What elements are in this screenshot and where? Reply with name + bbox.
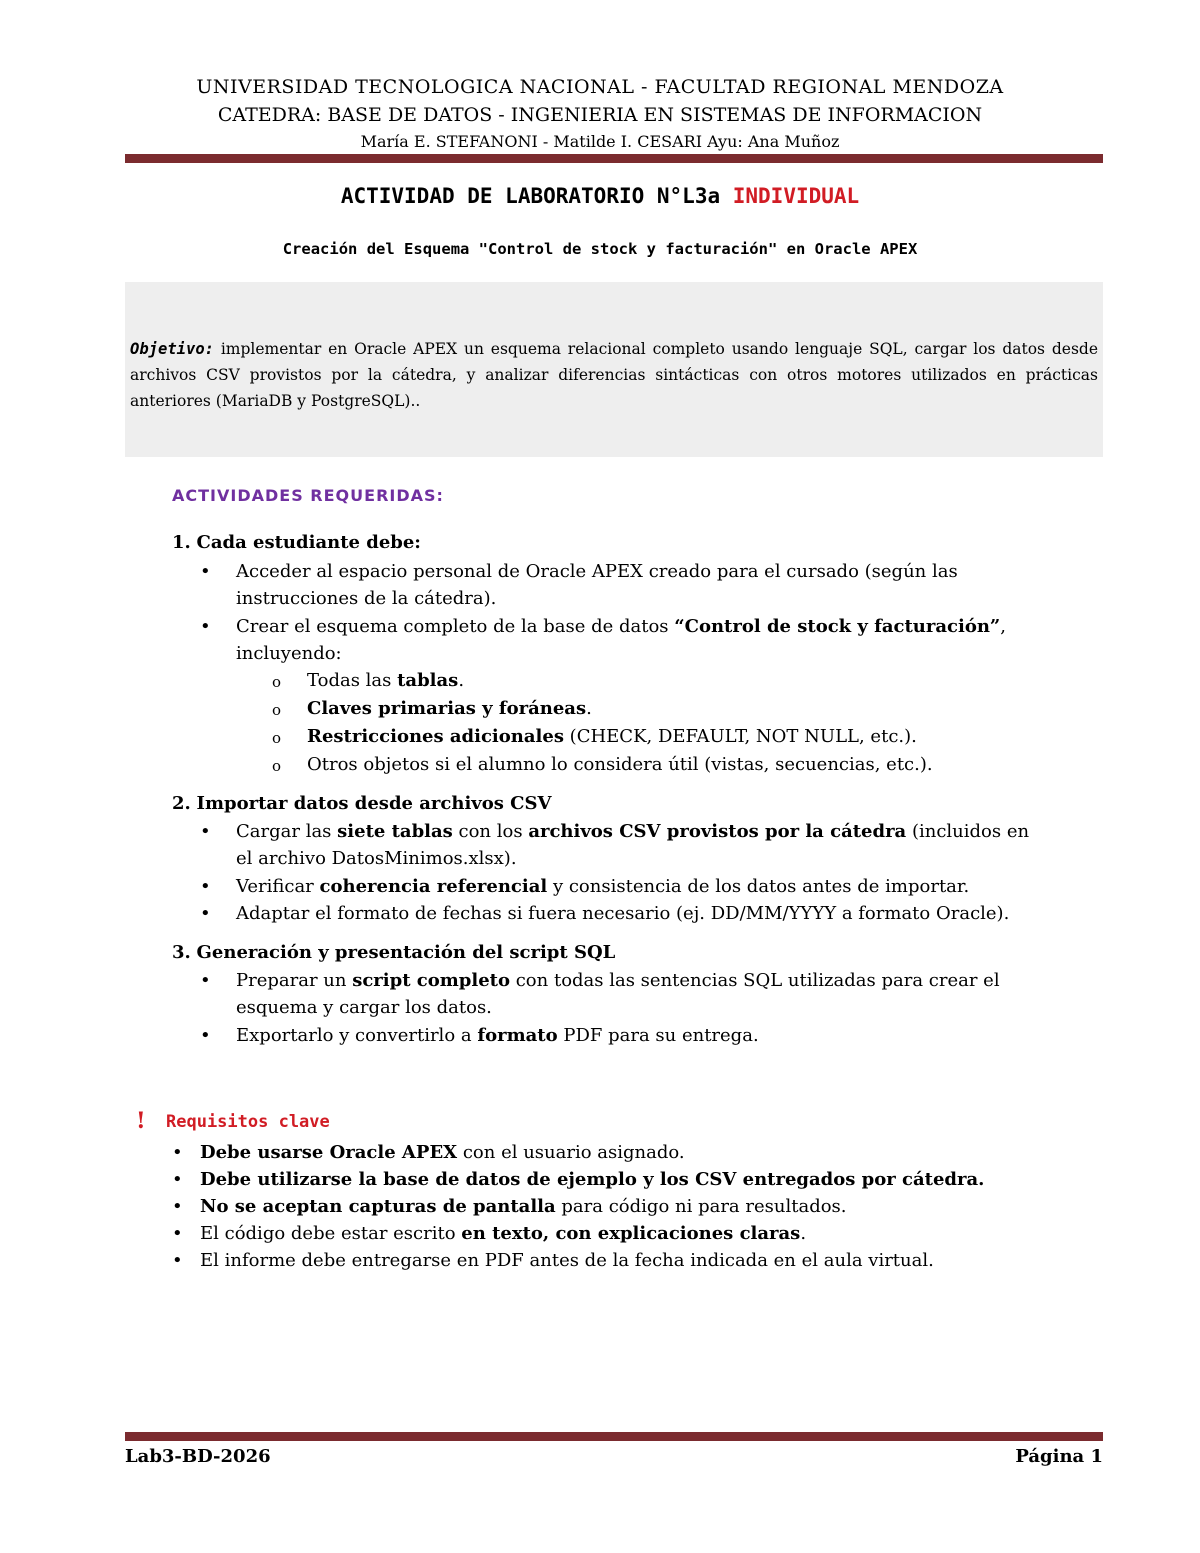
- page-subtitle: Creación del Esquema "Control de stock y facturación" en Oracle APEX: [282, 240, 918, 258]
- s2-bullet-1: Cargar las siete tablas con los archivos CSV provistos por la cátedra (incluidos en: [236, 821, 1030, 842]
- footer-left: Lab3-BD-2026: [125, 1446, 271, 1467]
- sub-bullet-icon: o: [272, 757, 282, 775]
- bullet-icon: •: [200, 970, 211, 991]
- footer-divider: [125, 1432, 1103, 1441]
- req-5: El informe debe entregarse en PDF antes de la fecha indicada en el aula virtual.: [200, 1250, 934, 1271]
- req-3: No se aceptan capturas de pantalla para código ni para resultados.: [200, 1196, 847, 1217]
- bullet-icon: •: [200, 903, 211, 924]
- s3-bullet-1-cont: esquema y cargar los datos.: [236, 997, 492, 1018]
- s3-bullet-1: Preparar un script completo con todas las sentencias SQL utilizadas para crear el: [236, 970, 1000, 991]
- s1-sub-4: Otros objetos si el alumno lo considera útil (vistas, secuencias, etc.).: [307, 754, 933, 775]
- section-2-heading: 2. Importar datos desde archivos CSV: [172, 793, 552, 814]
- s2-bullet-2: Verificar coherencia referencial y consistencia de los datos antes de importar.: [236, 876, 970, 897]
- bullet-icon: •: [200, 821, 211, 842]
- bullet-icon: •: [172, 1250, 183, 1271]
- activities-title: ACTIVIDADES REQUERIDAS:: [172, 486, 444, 505]
- header-professors: María E. STEFANONI - Matilde I. CESARI Ayu: Ana Muñoz: [360, 132, 840, 151]
- bullet-icon: •: [172, 1169, 183, 1190]
- s2-bullet-3: Adaptar el formato de fechas si fuera necesario (ej. DD/MM/YYYY a formato Oracle).: [236, 903, 1010, 924]
- section-1-heading: 1. Cada estudiante debe:: [172, 532, 421, 553]
- s1-bullet-1-cont: instrucciones de la cátedra).: [236, 588, 497, 609]
- exclamation-icon: !: [136, 1108, 146, 1134]
- s1-sub-1: Todas las tablas.: [307, 670, 465, 691]
- bullet-icon: •: [172, 1196, 183, 1217]
- sub-bullet-icon: o: [272, 701, 282, 719]
- s1-bullet-2: Crear el esquema completo de la base de datos “Control de stock y facturación”,: [236, 616, 1007, 637]
- objective-body: implementar en Oracle APEX un esquema relacional completo usando lenguaje SQL, cargar los datos desde archivos CSV provistos por la cátedra, y analizar diferencias sintácticas con otros motores utilizados en prácticas anteriores (MariaDB y PostgreSQL)..: [130, 340, 1098, 410]
- req-4: El código debe estar escrito en texto, con explicaciones claras.: [200, 1223, 807, 1244]
- bullet-icon: •: [172, 1223, 183, 1244]
- bullet-icon: •: [200, 1025, 211, 1046]
- objective-text: [130, 336, 1098, 414]
- footer-page-number: Página 1: [1015, 1446, 1103, 1467]
- s1-bullet-2-cont: incluyendo:: [236, 643, 342, 664]
- title-highlight: INDIVIDUAL: [732, 184, 860, 208]
- page-title: [0, 184, 1200, 208]
- s1-sub-3: Restricciones adicionales (CHECK, DEFAULT, NOT NULL, etc.).: [307, 726, 917, 747]
- section-3-heading: 3. Generación y presentación del script SQL: [172, 942, 616, 963]
- bullet-icon: •: [172, 1142, 183, 1163]
- sub-bullet-icon: o: [272, 673, 282, 691]
- s1-sub-2: Claves primarias y foráneas.: [307, 698, 592, 719]
- title-main: ACTIVIDAD DE LABORATORIO N°L3a: [340, 184, 733, 208]
- requirements-title: Requisitos clave: [166, 1112, 330, 1132]
- sub-bullet-icon: o: [272, 729, 282, 747]
- s1-bullet-1: Acceder al espacio personal de Oracle APEX creado para el cursado (según las: [236, 561, 958, 582]
- header-divider: [125, 154, 1103, 163]
- header-catedra: CATEDRA: BASE DE DATOS - INGENIERIA EN SISTEMAS DE INFORMACION: [217, 104, 983, 126]
- s3-bullet-2: Exportarlo y convertirlo a formato PDF para su entrega.: [236, 1025, 759, 1046]
- bullet-icon: •: [200, 561, 211, 582]
- bullet-icon: •: [200, 876, 211, 897]
- req-1: Debe usarse Oracle APEX con el usuario asignado.: [200, 1142, 685, 1163]
- s2-bullet-1-cont: el archivo DatosMinimos.xlsx).: [236, 848, 517, 869]
- bullet-icon: •: [200, 616, 211, 637]
- req-2: Debe utilizarse la base de datos de ejemplo y los CSV entregados por cátedra.: [200, 1169, 985, 1190]
- objective-label: Objetivo:: [130, 340, 214, 358]
- header-university: UNIVERSIDAD TECNOLOGICA NACIONAL - FACULTAD REGIONAL MENDOZA: [196, 76, 1004, 98]
